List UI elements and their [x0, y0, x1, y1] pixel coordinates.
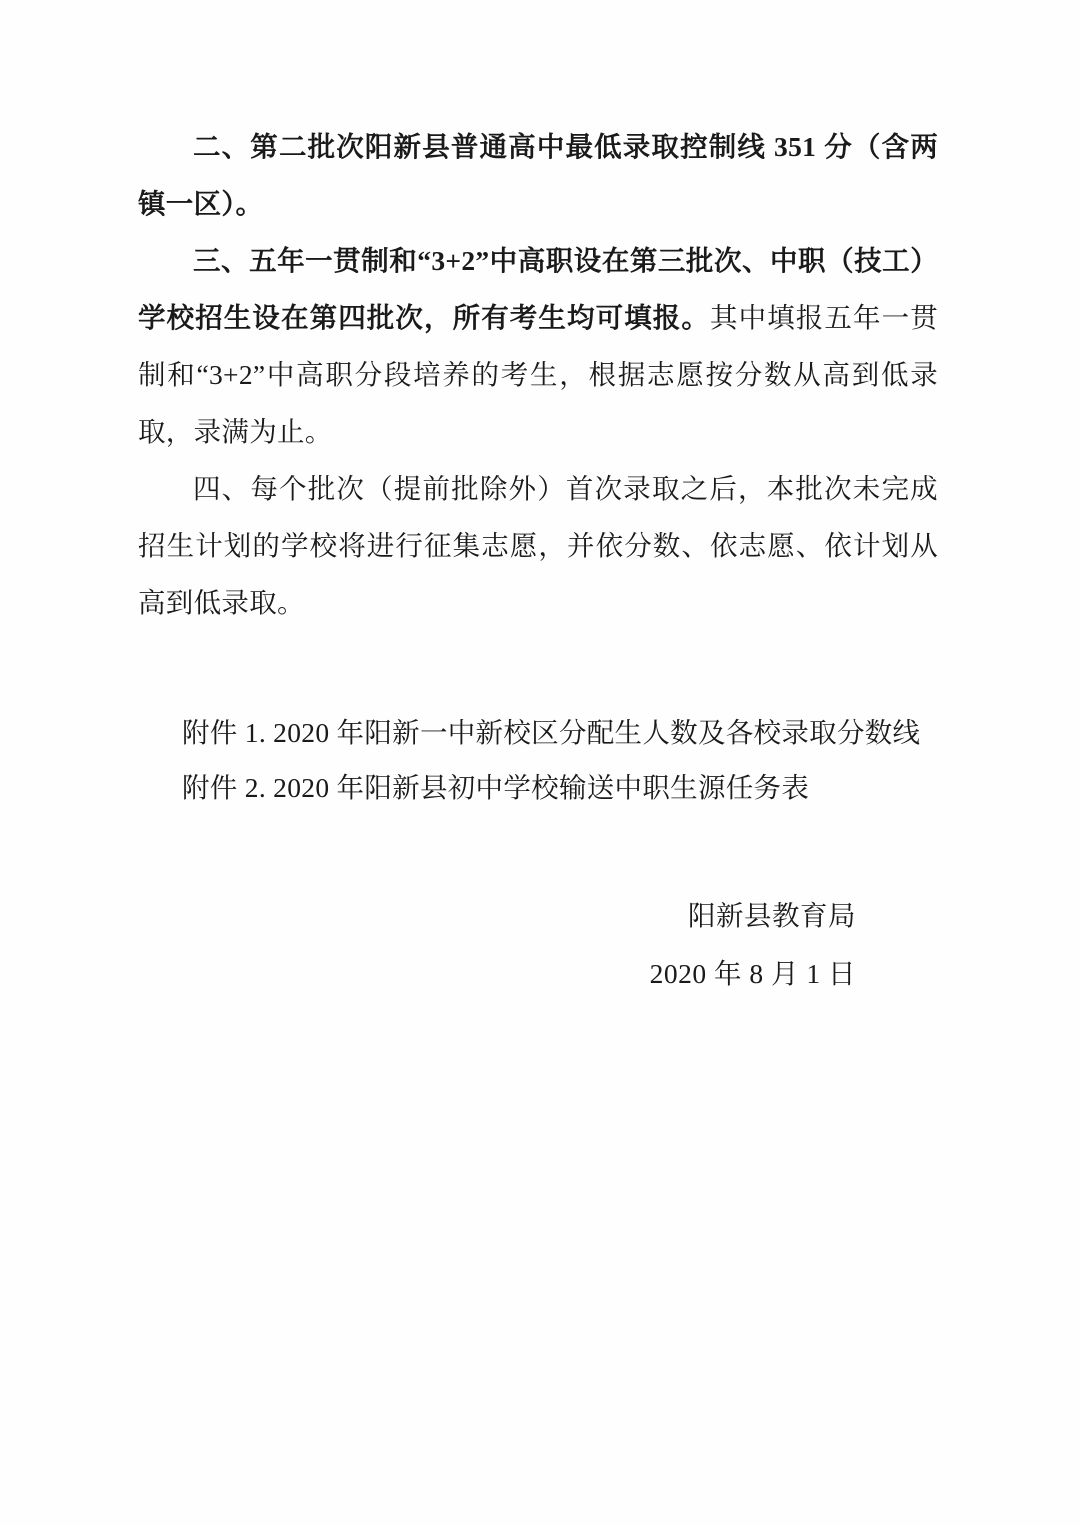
signature-date: 2020 年 8 月 1 日 [649, 958, 856, 989]
paragraph-item-3-normal: 其中填报五年一贯制和“3+2”中高职分段培养的考生，根据志愿按分数从高到低录取，录满为止。 [138, 302, 938, 447]
signature-block [138, 887, 938, 1003]
paragraph-item-2 [138, 118, 938, 232]
paragraph-item-4-normal: 四、每个批次（提前批除外）首次录取之后，本批次未完成招生计划的学校将进行征集志愿，并依分数、依志愿、依计划从高到低录取。 [138, 473, 938, 618]
attachment-item: 附件 1. 2020 年阳新一中新校区分配生人数及各校录取分数线 [182, 717, 921, 748]
paragraph-item-4 [138, 460, 938, 631]
document-body [138, 118, 938, 1003]
attachment-item: 附件 2. 2020 年阳新县初中学校输送中职生源任务表 [182, 772, 810, 803]
signature-issuer: 阳新县教育局 [688, 900, 856, 931]
paragraph-item-3-bold: 三、五年一贯制和“3+2”中高职设在第三批次、中职（技工）学校招生设在第四批次，所有考生均可填报。 [138, 245, 938, 333]
attachment-list [138, 705, 938, 815]
paragraph-item-2-bold: 二、第二批次阳新县普通高中最低录取控制线 351 分（含两镇一区）。 [138, 131, 938, 219]
paragraph-item-3 [138, 232, 938, 460]
